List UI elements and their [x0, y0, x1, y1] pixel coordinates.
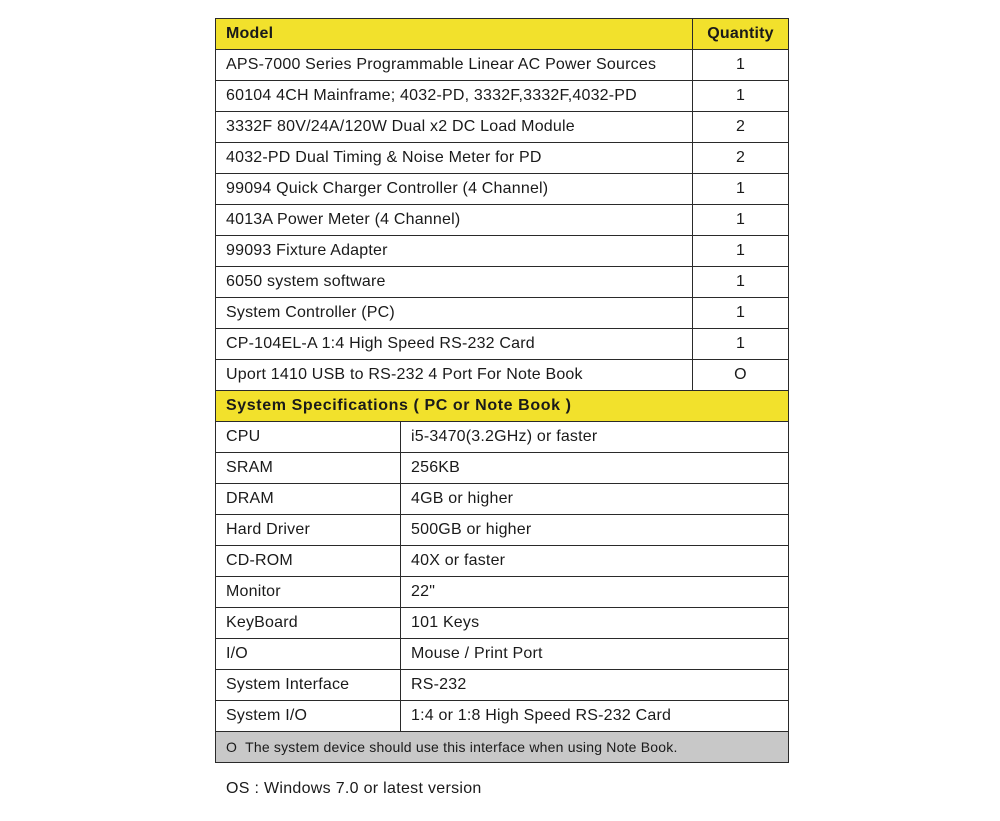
model-quantity-cell: 1 [693, 205, 789, 236]
spec-value-cell: 500GB or higher [401, 515, 789, 546]
model-name-cell: 4013A Power Meter (4 Channel) [216, 205, 693, 236]
system-configuration-table [215, 18, 789, 763]
model-row [216, 81, 789, 112]
model-quantity-cell: 1 [693, 81, 789, 112]
model-row [216, 360, 789, 391]
spec-row [216, 701, 789, 732]
model-name-cell: 99093 Fixture Adapter [216, 236, 693, 267]
spec-row [216, 639, 789, 670]
spec-label-cell: Hard Driver [216, 515, 401, 546]
model-column-header: Model [216, 19, 693, 50]
model-row [216, 267, 789, 298]
model-name-cell: Uport 1410 USB to RS-232 4 Port For Note Book [216, 360, 693, 391]
spec-row [216, 484, 789, 515]
spec-label-cell: Monitor [216, 577, 401, 608]
model-name-cell: 60104 4CH Mainframe; 4032-PD, 3332F,3332F,4032-PD [216, 81, 693, 112]
spec-value-cell: Mouse / Print Port [401, 639, 789, 670]
spec-value-cell: RS-232 [401, 670, 789, 701]
spec-value-cell: 256KB [401, 453, 789, 484]
spec-row [216, 577, 789, 608]
system-specifications-header-row [216, 391, 789, 422]
model-quantity-cell: 1 [693, 236, 789, 267]
os-requirement-note: OS : Windows 7.0 or latest version [226, 780, 482, 797]
spec-row [216, 453, 789, 484]
note-text: The system device should use this interface when using Note Book. [245, 739, 678, 755]
system-specifications-title: System Specifications ( PC or Note Book ) [216, 391, 789, 422]
model-name-cell: 4032-PD Dual Timing & Noise Meter for PD [216, 143, 693, 174]
spec-row [216, 546, 789, 577]
spec-row [216, 422, 789, 453]
spec-label-cell: DRAM [216, 484, 401, 515]
model-row [216, 112, 789, 143]
quantity-column-header: Quantity [693, 19, 789, 50]
spec-row [216, 515, 789, 546]
model-name-cell: CP-104EL-A 1:4 High Speed RS-232 Card [216, 329, 693, 360]
model-quantity-cell: 1 [693, 267, 789, 298]
model-name-cell: 3332F 80V/24A/120W Dual x2 DC Load Module [216, 112, 693, 143]
model-quantity-cell: 1 [693, 298, 789, 329]
model-row [216, 50, 789, 81]
model-row [216, 205, 789, 236]
model-quantity-cell: 1 [693, 50, 789, 81]
model-row [216, 298, 789, 329]
table-header-row [216, 19, 789, 50]
spec-value-cell: i5-3470(3.2GHz) or faster [401, 422, 789, 453]
spec-label-cell: CPU [216, 422, 401, 453]
spec-label-cell: SRAM [216, 453, 401, 484]
circle-symbol-icon: O [226, 739, 238, 755]
spec-value-cell: 40X or faster [401, 546, 789, 577]
spec-label-cell: I/O [216, 639, 401, 670]
model-row [216, 236, 789, 267]
model-quantity-cell: 2 [693, 143, 789, 174]
model-quantity-cell: 1 [693, 174, 789, 205]
spec-label-cell: CD-ROM [216, 546, 401, 577]
model-quantity-cell: 1 [693, 329, 789, 360]
model-row [216, 143, 789, 174]
spec-value-cell: 101 Keys [401, 608, 789, 639]
spec-label-cell: KeyBoard [216, 608, 401, 639]
spec-value-cell: 4GB or higher [401, 484, 789, 515]
model-row [216, 329, 789, 360]
spec-row [216, 670, 789, 701]
model-name-cell: 99094 Quick Charger Controller (4 Channel) [216, 174, 693, 205]
spec-label-cell: System Interface [216, 670, 401, 701]
spec-value-cell: 1:4 or 1:8 High Speed RS-232 Card [401, 701, 789, 732]
model-quantity-cell: O [693, 360, 789, 391]
model-name-cell: 6050 system software [216, 267, 693, 298]
model-name-cell: System Controller (PC) [216, 298, 693, 329]
note-row [216, 732, 789, 763]
spec-row [216, 608, 789, 639]
spec-label-cell: System I/O [216, 701, 401, 732]
spec-value-cell: 22" [401, 577, 789, 608]
model-row [216, 174, 789, 205]
note-cell [216, 732, 789, 763]
model-name-cell: APS-7000 Series Programmable Linear AC Power Sources [216, 50, 693, 81]
model-quantity-cell: 2 [693, 112, 789, 143]
